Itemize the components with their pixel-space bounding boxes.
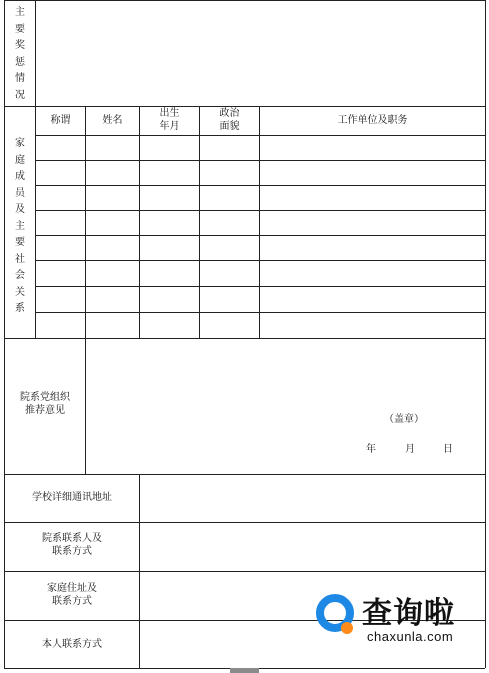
- col-divider-4: [259, 106, 260, 338]
- awards-field[interactable]: [36, 1, 484, 105]
- family-row-divider: [35, 260, 485, 261]
- header-birth: [140, 107, 199, 133]
- application-form-table: [4, 0, 485, 668]
- col-divider-2: [139, 106, 140, 338]
- watermark-brand-cn: 查询啦: [362, 596, 455, 631]
- header-political-line1: 政治: [219, 108, 240, 119]
- header-name: 姓名: [102, 115, 123, 126]
- recommendation-label: [5, 391, 85, 417]
- awards-label: 主要奖惩情况: [15, 7, 25, 101]
- school-address-field[interactable]: [140, 475, 484, 521]
- date-year: 年: [366, 444, 376, 455]
- home-address-label: [5, 582, 139, 608]
- home-address-label-line1: 家庭住址及: [47, 583, 97, 594]
- row-divider-recommendation: [4, 338, 485, 339]
- date-day: 日: [443, 444, 453, 455]
- family-row-divider: [35, 210, 485, 211]
- table-border-right: [485, 0, 486, 668]
- school-address-label: 学校详细通讯地址: [32, 492, 112, 503]
- family-label: 家庭成员及主要社会关系: [15, 138, 25, 314]
- family-row-divider: [35, 286, 485, 287]
- recommendation-label-line1: 院系党组织: [20, 392, 70, 403]
- family-row-divider: [35, 160, 485, 161]
- watermark-brand-en: chaxunla.com: [367, 629, 454, 644]
- header-workplace: 工作单位及职务: [337, 115, 408, 126]
- self-contact-label: 本人联系方式: [42, 639, 102, 650]
- family-header-divider: [35, 135, 485, 136]
- family-row-divider: [35, 185, 485, 186]
- logo-dot-icon: [341, 622, 353, 634]
- header-birth-line1: 出生: [159, 108, 180, 119]
- dept-contact-label: [5, 532, 139, 558]
- header-birth-line2: 年月: [159, 121, 180, 132]
- dept-contact-label-line2: 联系方式: [52, 546, 92, 557]
- recommendation-divider: [85, 338, 86, 474]
- header-relation: 称谓: [50, 115, 71, 126]
- page-bottom-handle: [230, 668, 259, 673]
- family-row-divider: [35, 312, 485, 313]
- table-border-left: [4, 0, 5, 668]
- header-political-line2: 面貌: [219, 121, 240, 132]
- dept-contact-label-line1: 院系联系人及: [42, 533, 102, 544]
- header-political: [200, 107, 259, 133]
- stamp-label: （盖章）: [384, 414, 424, 425]
- col-divider-3: [199, 106, 200, 338]
- watermark-logo: [312, 588, 487, 648]
- family-row-divider: [35, 235, 485, 236]
- home-address-label-line2: 联系方式: [52, 596, 92, 607]
- dept-contact-field[interactable]: [140, 523, 484, 570]
- recommendation-label-line2: 推荐意见: [25, 405, 65, 416]
- col-divider-1: [85, 106, 86, 338]
- date-month: 月: [405, 444, 415, 455]
